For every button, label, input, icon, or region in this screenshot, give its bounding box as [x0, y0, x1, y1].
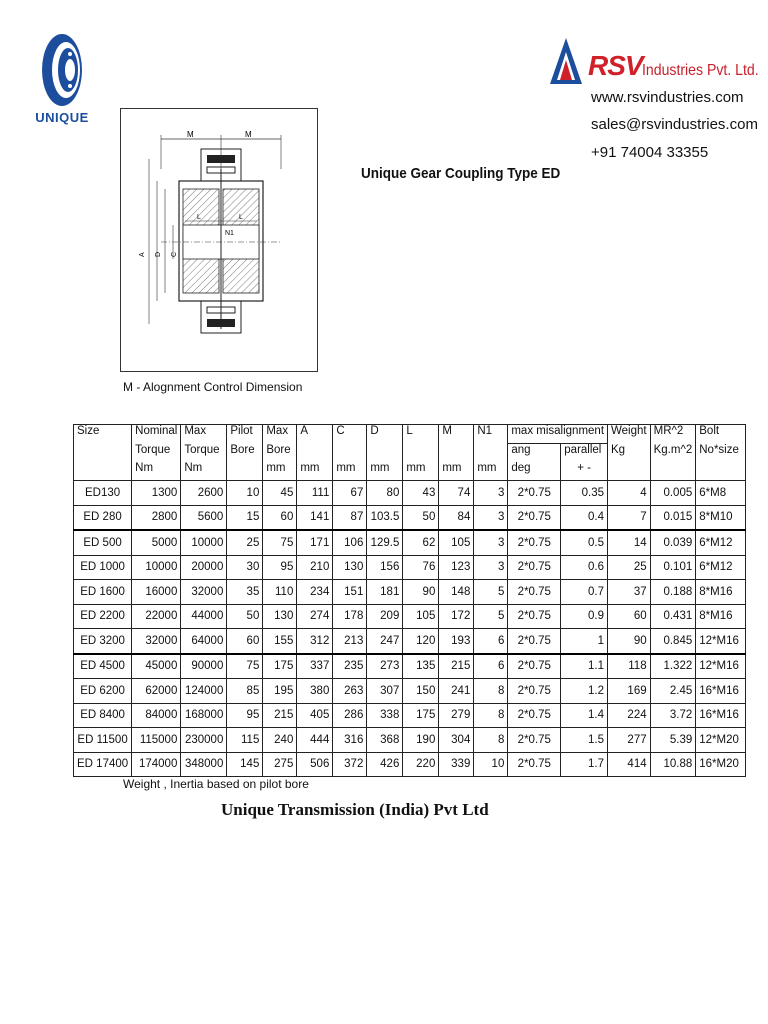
gear-coupling-drawing	[121, 109, 317, 371]
header-cell: + -	[561, 462, 608, 481]
table-cell: 0.4	[561, 505, 608, 530]
table-cell: 235	[333, 654, 367, 679]
table-cell: 307	[367, 679, 403, 704]
table-cell: 3.72	[650, 703, 696, 728]
header-cell	[74, 444, 132, 463]
table-cell: 0.845	[650, 629, 696, 654]
table-cell: 8	[474, 728, 508, 753]
table-cell: 2*0.75	[508, 654, 561, 679]
table-cell: 90	[403, 580, 439, 605]
table-cell: 3	[474, 481, 508, 506]
table-cell: 32000	[132, 629, 181, 654]
table-cell: 141	[297, 505, 333, 530]
table-cell: 213	[333, 629, 367, 654]
table-cell: ED 17400	[74, 752, 132, 777]
company-brand: RSV	[588, 50, 643, 81]
table-cell: 106	[333, 530, 367, 555]
table-cell: 25	[608, 555, 651, 580]
table-cell: 8*M10	[696, 505, 746, 530]
table-cell: 150	[403, 679, 439, 704]
table-cell: 168000	[181, 703, 227, 728]
table-cell: 2800	[132, 505, 181, 530]
table-cell: 240	[263, 728, 297, 753]
table-cell: 5	[474, 580, 508, 605]
table-cell: 174000	[132, 752, 181, 777]
table-cell: 15	[227, 505, 263, 530]
table-cell: 5.39	[650, 728, 696, 753]
header-cell	[403, 444, 439, 463]
table-cell: 2*0.75	[508, 604, 561, 629]
table-cell: 64000	[181, 629, 227, 654]
table-cell: 0.431	[650, 604, 696, 629]
header-cell: mm	[367, 462, 403, 481]
table-cell: 10000	[181, 530, 227, 555]
table-cell: 0.039	[650, 530, 696, 555]
table-cell: 2*0.75	[508, 728, 561, 753]
table-cell: 5	[474, 604, 508, 629]
table-cell: 1.4	[561, 703, 608, 728]
header-cell: max misalignment	[508, 425, 608, 444]
table-cell: 339	[439, 752, 474, 777]
header-cell: No*size	[696, 444, 746, 463]
table-cell: 414	[608, 752, 651, 777]
table-cell: 2*0.75	[508, 530, 561, 555]
table-cell: 62	[403, 530, 439, 555]
table-row	[74, 654, 746, 679]
table-note: Weight , Inertia based on pilot bore	[123, 777, 309, 791]
drawing-caption: M - Alognment Control Dimension	[123, 380, 303, 394]
header-cell	[297, 444, 333, 463]
table-cell: 87	[333, 505, 367, 530]
table-cell: 178	[333, 604, 367, 629]
header-cell	[474, 444, 508, 463]
dim-l-left: L	[197, 214, 201, 221]
header-cell: mm	[474, 462, 508, 481]
table-cell: 1.322	[650, 654, 696, 679]
table-cell: 241	[439, 679, 474, 704]
table-cell: 2*0.75	[508, 703, 561, 728]
table-cell: 348000	[181, 752, 227, 777]
table-cell: 6	[474, 654, 508, 679]
table-cell: 224	[608, 703, 651, 728]
table-cell: 0.7	[561, 580, 608, 605]
table-cell: ED 1000	[74, 555, 132, 580]
dim-d: D	[155, 251, 162, 257]
table-cell: 8*M16	[696, 580, 746, 605]
company-phone: +91 74004 33355	[591, 144, 709, 161]
header-cell: C	[333, 425, 367, 444]
table-cell: 12*M20	[696, 728, 746, 753]
table-cell: ED 4500	[74, 654, 132, 679]
table-cell: 274	[297, 604, 333, 629]
company-website[interactable]: www.rsvindustries.com	[591, 89, 744, 106]
table-cell: 105	[403, 604, 439, 629]
header-cell: Max	[263, 425, 297, 444]
header-cell: mm	[403, 462, 439, 481]
header-cell: mm	[263, 462, 297, 481]
table-cell: 2*0.75	[508, 580, 561, 605]
table-cell: 67	[333, 481, 367, 506]
header-cell: Bolt	[696, 425, 746, 444]
table-cell: 234	[297, 580, 333, 605]
table-cell: 175	[403, 703, 439, 728]
table-cell: 2600	[181, 481, 227, 506]
table-cell: 312	[297, 629, 333, 654]
table-cell: 380	[297, 679, 333, 704]
table-cell: 16*M16	[696, 703, 746, 728]
header-cell: Weight	[608, 425, 651, 444]
table-cell: 426	[367, 752, 403, 777]
table-cell: 444	[297, 728, 333, 753]
rsv-logo-icon	[548, 36, 584, 88]
header-cell: parallel	[561, 444, 608, 463]
table-row	[74, 604, 746, 629]
table-cell: 148	[439, 580, 474, 605]
table-cell: 0.35	[561, 481, 608, 506]
table-cell: 22000	[132, 604, 181, 629]
header-cell: L	[403, 425, 439, 444]
table-cell: 275	[263, 752, 297, 777]
header-cell: Max	[181, 425, 227, 444]
table-cell: 60	[608, 604, 651, 629]
table-cell: 62000	[132, 679, 181, 704]
header-row-3	[74, 462, 746, 481]
header-cell: Kg	[608, 444, 651, 463]
table-cell: 506	[297, 752, 333, 777]
company-email[interactable]: sales@rsvindustries.com	[591, 116, 758, 133]
table-cell: ED 11500	[74, 728, 132, 753]
dim-m-right: M	[245, 130, 252, 139]
table-cell: 3	[474, 555, 508, 580]
table-cell: 6	[474, 629, 508, 654]
header-cell	[367, 444, 403, 463]
table-cell: 118	[608, 654, 651, 679]
table-cell: 155	[263, 629, 297, 654]
dim-c: C	[171, 251, 178, 257]
table-cell: 2*0.75	[508, 629, 561, 654]
header-cell	[333, 444, 367, 463]
header-cell: Bore	[263, 444, 297, 463]
header-cell: mm	[439, 462, 474, 481]
table-cell: 3	[474, 505, 508, 530]
table-cell: 45	[263, 481, 297, 506]
table-cell: 76	[403, 555, 439, 580]
header-cell	[74, 462, 132, 481]
table-cell: 16000	[132, 580, 181, 605]
spec-table	[73, 424, 746, 777]
table-cell: 8	[474, 703, 508, 728]
table-cell: 1.5	[561, 728, 608, 753]
header-cell: Bore	[227, 444, 263, 463]
table-cell: ED 8400	[74, 703, 132, 728]
table-cell: 75	[263, 530, 297, 555]
table-cell: ED 2200	[74, 604, 132, 629]
table-cell: 0.5	[561, 530, 608, 555]
table-row	[74, 530, 746, 555]
table-cell: 80	[367, 481, 403, 506]
table-cell: 10.88	[650, 752, 696, 777]
table-cell: 5600	[181, 505, 227, 530]
table-cell: 12*M16	[696, 629, 746, 654]
header-row-2	[74, 444, 746, 463]
table-row	[74, 505, 746, 530]
header-cell	[650, 462, 696, 481]
dim-l-right: L	[239, 214, 243, 221]
coupling-logo-icon	[34, 30, 90, 110]
table-cell: 0.005	[650, 481, 696, 506]
table-cell: 172	[439, 604, 474, 629]
table-cell: 279	[439, 703, 474, 728]
table-cell: 45000	[132, 654, 181, 679]
table-cell: 130	[333, 555, 367, 580]
table-cell: 1	[561, 629, 608, 654]
table-cell: 337	[297, 654, 333, 679]
table-cell: 115000	[132, 728, 181, 753]
dim-n1: N1	[225, 230, 234, 237]
table-cell: 6*M8	[696, 481, 746, 506]
header-cell: Size	[74, 425, 132, 444]
table-cell: 210	[297, 555, 333, 580]
logo-text: UNIQUE	[35, 110, 89, 125]
dim-a: A	[139, 252, 146, 257]
table-cell: 195	[263, 679, 297, 704]
table-cell: 368	[367, 728, 403, 753]
table-cell: 0.188	[650, 580, 696, 605]
header-cell: mm	[297, 462, 333, 481]
table-cell: 193	[439, 629, 474, 654]
table-cell: 0.101	[650, 555, 696, 580]
unique-logo	[34, 30, 90, 130]
table-cell: 304	[439, 728, 474, 753]
table-cell: 10	[474, 752, 508, 777]
table-row	[74, 481, 746, 506]
header-cell: Kg.m^2	[650, 444, 696, 463]
table-cell: ED 6200	[74, 679, 132, 704]
table-row	[74, 752, 746, 777]
table-cell: 190	[403, 728, 439, 753]
table-cell: 151	[333, 580, 367, 605]
header-cell: MR^2	[650, 425, 696, 444]
table-cell: 1300	[132, 481, 181, 506]
table-cell: 171	[297, 530, 333, 555]
header-cell: Pilot	[227, 425, 263, 444]
table-cell: 316	[333, 728, 367, 753]
header-cell	[696, 462, 746, 481]
table-cell: 16*M16	[696, 679, 746, 704]
table-cell: 405	[297, 703, 333, 728]
table-cell: 135	[403, 654, 439, 679]
table-cell: 0.015	[650, 505, 696, 530]
table-cell: 372	[333, 752, 367, 777]
header-cell: deg	[508, 462, 561, 481]
table-cell: 12*M16	[696, 654, 746, 679]
table-cell: 247	[367, 629, 403, 654]
page-title: Unique Gear Coupling Type ED	[361, 165, 561, 182]
table-cell: 2*0.75	[508, 481, 561, 506]
table-cell: 2*0.75	[508, 752, 561, 777]
table-row	[74, 555, 746, 580]
table-cell: 32000	[181, 580, 227, 605]
table-cell: 120	[403, 629, 439, 654]
table-cell: 103.5	[367, 505, 403, 530]
table-row	[74, 580, 746, 605]
table-cell: 277	[608, 728, 651, 753]
table-cell: 8*M16	[696, 604, 746, 629]
table-cell: 10	[227, 481, 263, 506]
table-cell: 4	[608, 481, 651, 506]
table-cell: 3	[474, 530, 508, 555]
table-cell: 230000	[181, 728, 227, 753]
table-cell: 2*0.75	[508, 679, 561, 704]
table-cell: 110	[263, 580, 297, 605]
table-cell: 50	[403, 505, 439, 530]
table-cell: 115	[227, 728, 263, 753]
header-cell: mm	[333, 462, 367, 481]
table-cell: 95	[227, 703, 263, 728]
table-cell: 10000	[132, 555, 181, 580]
header-cell: Nm	[132, 462, 181, 481]
header-cell: Nominal	[132, 425, 181, 444]
table-cell: 43	[403, 481, 439, 506]
table-cell: 60	[227, 629, 263, 654]
table-cell: 2.45	[650, 679, 696, 704]
table-cell: 0.6	[561, 555, 608, 580]
table-cell: 111	[297, 481, 333, 506]
header-cell: M	[439, 425, 474, 444]
table-cell: 1.1	[561, 654, 608, 679]
table-cell: ED130	[74, 481, 132, 506]
dim-m-left: M	[187, 130, 194, 139]
company-name: Industries Pvt. Ltd.	[642, 62, 759, 79]
table-cell: 1.7	[561, 752, 608, 777]
table-cell: 74	[439, 481, 474, 506]
table-cell: 60	[263, 505, 297, 530]
table-cell: 263	[333, 679, 367, 704]
table-cell: 273	[367, 654, 403, 679]
table-row	[74, 703, 746, 728]
header-cell	[227, 462, 263, 481]
table-row	[74, 728, 746, 753]
table-cell: 2*0.75	[508, 505, 561, 530]
table-cell: 90	[608, 629, 651, 654]
table-cell: 1.2	[561, 679, 608, 704]
table-cell: 2*0.75	[508, 555, 561, 580]
table-cell: 220	[403, 752, 439, 777]
table-cell: 35	[227, 580, 263, 605]
table-cell: 0.9	[561, 604, 608, 629]
header-cell: D	[367, 425, 403, 444]
footer-company: Unique Transmission (India) Pvt Ltd	[221, 800, 489, 819]
table-cell: ED 3200	[74, 629, 132, 654]
company-contact	[548, 34, 759, 169]
table-cell: 8	[474, 679, 508, 704]
table-cell: 14	[608, 530, 651, 555]
table-cell: 50	[227, 604, 263, 629]
table-cell: 156	[367, 555, 403, 580]
table-cell: 90000	[181, 654, 227, 679]
table-cell: 20000	[181, 555, 227, 580]
table-cell: 181	[367, 580, 403, 605]
table-row	[74, 679, 746, 704]
table-cell: 85	[227, 679, 263, 704]
table-cell: 286	[333, 703, 367, 728]
table-cell: 95	[263, 555, 297, 580]
table-cell: 215	[439, 654, 474, 679]
header-cell: N1	[474, 425, 508, 444]
table-cell: 209	[367, 604, 403, 629]
header-cell: Nm	[181, 462, 227, 481]
table-cell: 84	[439, 505, 474, 530]
table-cell: 25	[227, 530, 263, 555]
table-cell: 129.5	[367, 530, 403, 555]
table-cell: 130	[263, 604, 297, 629]
table-cell: 75	[227, 654, 263, 679]
table-cell: 105	[439, 530, 474, 555]
table-cell: 6*M12	[696, 555, 746, 580]
table-cell: 145	[227, 752, 263, 777]
table-cell: 215	[263, 703, 297, 728]
table-cell: 16*M20	[696, 752, 746, 777]
table-cell: 37	[608, 580, 651, 605]
table-cell: 169	[608, 679, 651, 704]
header-cell: ang	[508, 444, 561, 463]
table-cell: 123	[439, 555, 474, 580]
table-cell: 338	[367, 703, 403, 728]
header-row-1	[74, 425, 746, 444]
table-cell: 30	[227, 555, 263, 580]
table-cell: 175	[263, 654, 297, 679]
header-cell: Torque	[181, 444, 227, 463]
header-cell: Torque	[132, 444, 181, 463]
table-cell: 44000	[181, 604, 227, 629]
table-cell: 7	[608, 505, 651, 530]
table-cell: ED 280	[74, 505, 132, 530]
table-row	[74, 629, 746, 654]
header-cell: A	[297, 425, 333, 444]
table-cell: 84000	[132, 703, 181, 728]
header-cell	[439, 444, 474, 463]
coupling-drawing	[120, 108, 318, 372]
table-cell: 6*M12	[696, 530, 746, 555]
table-cell: 5000	[132, 530, 181, 555]
table-cell: 124000	[181, 679, 227, 704]
table-cell: ED 1600	[74, 580, 132, 605]
table-cell: ED 500	[74, 530, 132, 555]
header-cell	[608, 462, 651, 481]
